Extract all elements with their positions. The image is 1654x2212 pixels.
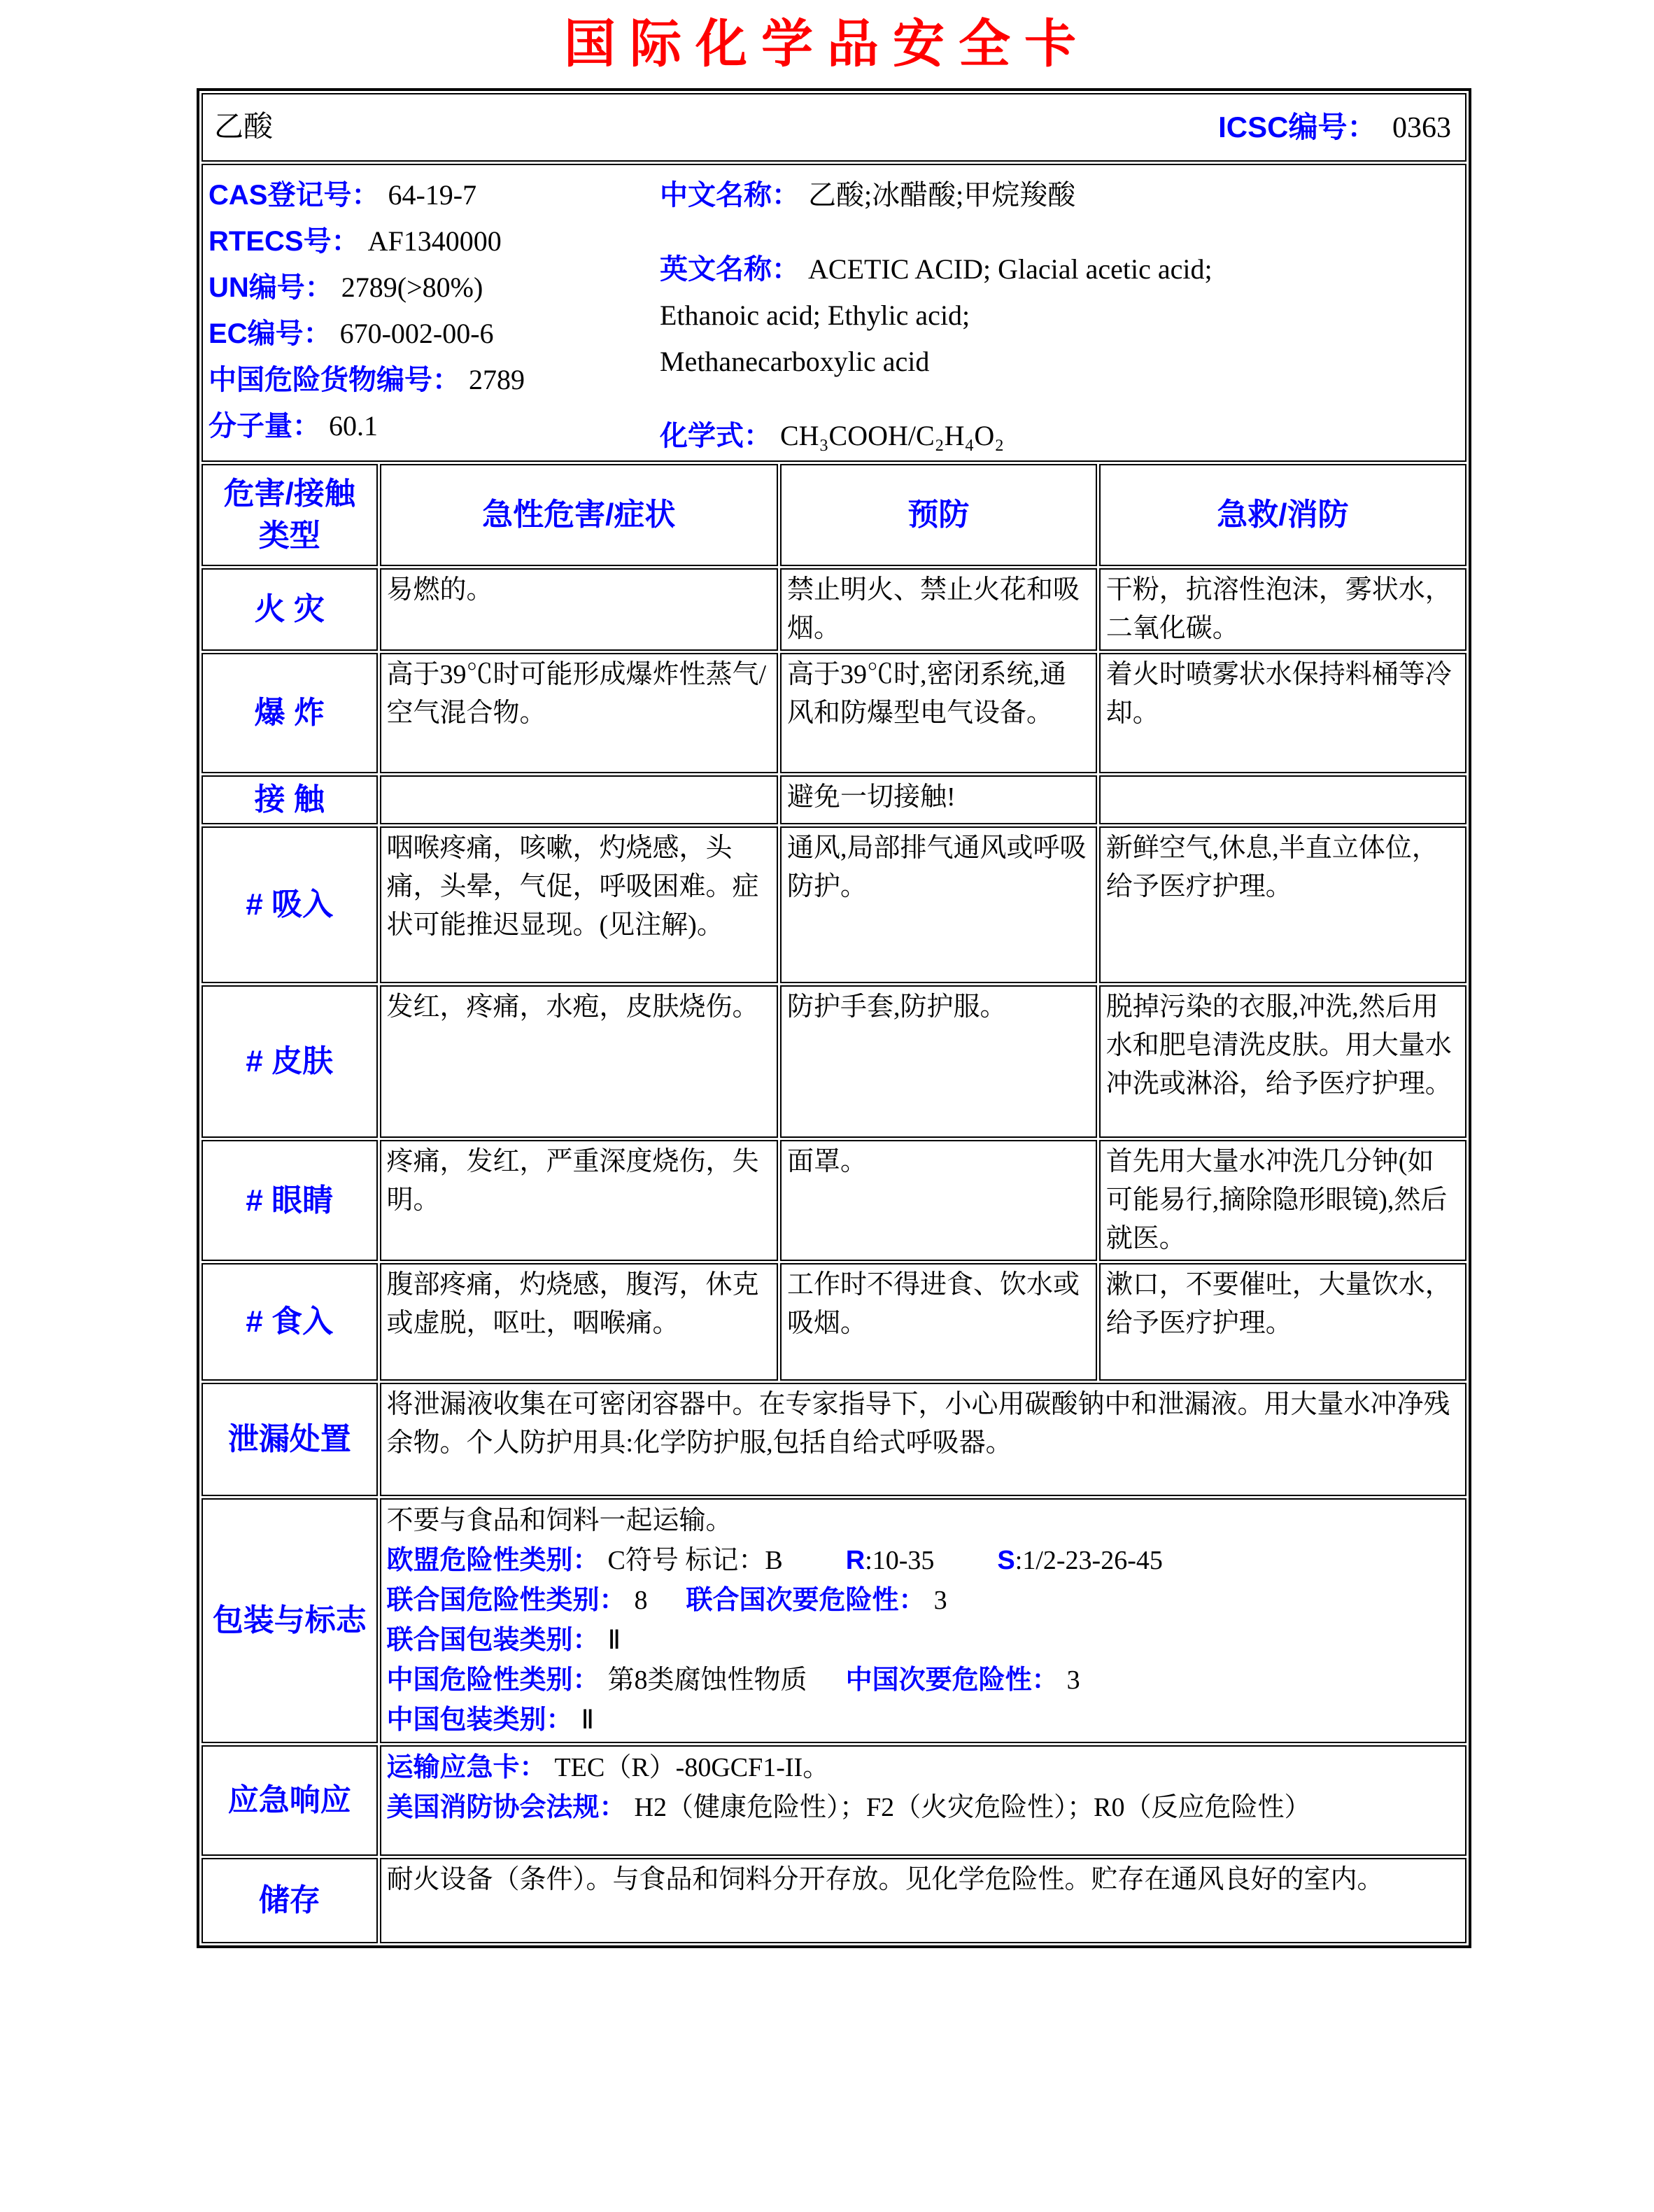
- mol-weight-value: 60.1: [329, 410, 378, 442]
- eu-class-label: 欧盟危险性类别：: [386, 1546, 600, 1575]
- english-name-line3: Methanecarboxylic acid: [660, 346, 930, 377]
- names-block: [660, 172, 1459, 459]
- fire-symptoms-cell: 易燃的。: [380, 568, 778, 651]
- explosion-symptoms-cell: 高于39℃时可能形成爆炸性蒸气/空气混合物。: [380, 653, 778, 773]
- eyes-aid-cell: 首先用大量水冲洗几分钟(如可能易行,摘除隐形眼镜),然后就医。: [1099, 1140, 1466, 1261]
- rtecs-label: RTECS号：: [208, 226, 360, 257]
- eu-class-value: C符号 标记：B: [607, 1546, 783, 1575]
- un-pack-label: 联合国包装类别：: [386, 1626, 600, 1655]
- r-phrase-label: R: [845, 1546, 865, 1575]
- english-name-label: 英文名称：: [660, 254, 800, 285]
- emergency-label: 应急响应: [202, 1745, 378, 1856]
- un-class-value: 8: [634, 1586, 648, 1615]
- english-name-line: [660, 246, 1459, 293]
- header-hazard-type: [202, 464, 378, 566]
- header-first-aid: 急救/消防: [1099, 464, 1466, 566]
- rtecs-value: AF1340000: [367, 225, 502, 257]
- name-bar-cell: [202, 93, 1466, 162]
- explosion-label: 爆 炸: [202, 653, 378, 773]
- row-emergency: [202, 1745, 1466, 1856]
- header-symptoms: 急性危害/症状: [380, 464, 778, 566]
- chinese-name-line: [660, 172, 1459, 218]
- chinese-name-value: 乙酸;冰醋酸;甲烷羧酸: [808, 179, 1076, 211]
- packaging-eu-line: [387, 1541, 1459, 1581]
- row-eyes: [202, 1140, 1466, 1261]
- un-sub-value: 3: [933, 1586, 947, 1615]
- inhalation-prevention-cell: 通风,局部排气通风或呼吸防护。: [780, 826, 1097, 983]
- header-row: [202, 464, 1466, 566]
- icsc-number-label: ICSC编号：: [1218, 110, 1377, 143]
- cas-label: CAS登记号：: [208, 180, 380, 211]
- emergency-tec-line: [387, 1748, 1459, 1788]
- formula-label: 化学式：: [660, 421, 772, 451]
- name-bar: [208, 96, 1459, 159]
- identifiers-wrap: [208, 167, 1459, 459]
- s-phrase-value: :1/2-23-26-45: [1015, 1546, 1163, 1575]
- header-prevention: 预防: [780, 464, 1097, 566]
- explosion-aid-cell: 着火时喷雾状水保持料桶等冷却。: [1099, 653, 1466, 773]
- skin-aid-cell: 脱掉污染的衣服,冲洗,然后用水和肥皂清洗皮肤。用大量水冲洗或淋浴，给予医疗护理。: [1099, 985, 1466, 1138]
- un-pack-value: Ⅱ: [607, 1626, 621, 1655]
- storage-label: 储存: [202, 1858, 378, 1943]
- contact-aid-cell: [1099, 775, 1466, 824]
- packaging-text-cell: [380, 1498, 1466, 1743]
- icsc-card-table: [197, 88, 1471, 1948]
- cn-class-value: 第8类腐蚀性物质: [607, 1665, 807, 1695]
- english-name-line2: Ethanoic acid; Ethylic acid;: [660, 300, 970, 331]
- nfpa-label: 美国消防协会法规：: [386, 1793, 626, 1822]
- skin-symptoms-cell: 发红，疼痛，水疱，皮肤烧伤。: [380, 985, 778, 1138]
- tec-card-value: TEC（R）-80GCF1-II。: [554, 1753, 830, 1782]
- tec-card-label: 运输应急卡：: [386, 1753, 546, 1782]
- row-packaging: [202, 1498, 1466, 1743]
- r-phrase-value: :10-35: [865, 1546, 935, 1575]
- rtecs-number-line: [208, 218, 660, 265]
- contact-symptoms-cell: [380, 775, 778, 824]
- packaging-transport-line: 不要与食品和饲料一起运输。: [386, 1506, 733, 1535]
- inhalation-aid-cell: 新鲜空气,休息,半直立体位，给予医疗护理。: [1099, 826, 1466, 983]
- ingestion-aid-cell: 漱口，不要催吐，大量饮水，给予医疗护理。: [1099, 1263, 1466, 1381]
- row-explosion: [202, 653, 1466, 773]
- china-dg-value: 2789: [469, 364, 525, 395]
- un-number-line: [208, 265, 660, 311]
- cas-value: 64-19-7: [388, 179, 477, 211]
- un-sub-label: 联合国次要危险性：: [686, 1586, 926, 1615]
- s-phrase-label: S: [997, 1546, 1015, 1575]
- chinese-name-label: 中文名称：: [660, 180, 800, 211]
- packaging-cn-pack-line: [387, 1700, 1459, 1740]
- cn-sub-label: 中国次要危险性：: [845, 1665, 1059, 1695]
- nfpa-value: H2（健康危险性）；F2（火灾危险性）；R0（反应危险性）: [634, 1793, 1311, 1822]
- formula-value: CH₃COOH/C₂H₄O₂: [780, 420, 1005, 451]
- name-row: [202, 93, 1466, 162]
- ingestion-prevention-cell: 工作时不得进食、饮水或吸烟。: [780, 1263, 1097, 1381]
- contact-label: 接 触: [202, 775, 378, 824]
- fire-aid-cell: 干粉，抗溶性泡沫，雾状水，二氧化碳。: [1099, 568, 1466, 651]
- emergency-text-cell: [380, 1745, 1466, 1856]
- cn-pack-label: 中国包装类别：: [386, 1705, 573, 1735]
- row-storage: [202, 1858, 1466, 1943]
- ec-number-line: [208, 311, 660, 357]
- packaging-un-line: [387, 1581, 1459, 1621]
- fire-prevention-cell: 禁止明火、禁止火花和吸烟。: [780, 568, 1097, 651]
- mol-weight-line: [208, 403, 660, 449]
- skin-prevention-cell: 防护手套,防护服。: [780, 985, 1097, 1138]
- un-class-label: 联合国危险性类别：: [386, 1586, 626, 1615]
- row-fire: [202, 568, 1466, 651]
- un-label: UN编号：: [208, 272, 333, 303]
- row-spill: [202, 1383, 1466, 1496]
- ec-label: EC编号：: [208, 318, 332, 349]
- un-value: 2789(>80%): [341, 272, 483, 303]
- ingestion-label: # 食入: [202, 1263, 378, 1381]
- china-dg-number-line: [208, 357, 660, 403]
- cas-number-line: [208, 172, 660, 218]
- mol-weight-label: 分子量：: [208, 411, 320, 442]
- cn-sub-value: 3: [1066, 1665, 1080, 1695]
- china-dg-label: 中国危险货物编号：: [208, 365, 460, 395]
- header-hazard-type-line2: 类型: [258, 519, 320, 553]
- eyes-prevention-cell: 面罩。: [780, 1140, 1097, 1261]
- row-contact: [202, 775, 1466, 824]
- identifiers-cell: [202, 164, 1466, 462]
- eyes-symptoms-cell: 疼痛，发红，严重深度烧伤，失明。: [380, 1140, 778, 1261]
- inhalation-symptoms-cell: 咽喉疼痛，咳嗽，灼烧感，头痛，头晕，气促，呼吸困难。症状可能推迟显现。(见注解)。: [380, 826, 778, 983]
- eyes-label: # 眼睛: [202, 1140, 378, 1261]
- ec-value: 670-002-00-6: [339, 318, 494, 349]
- identifiers-row: [202, 164, 1466, 462]
- explosion-prevention-cell: 高于39℃时,密闭系统,通风和防爆型电气设备。: [780, 653, 1097, 773]
- substance-name: 乙酸: [214, 111, 274, 143]
- skin-label: # 皮肤: [202, 985, 378, 1138]
- cn-class-label: 中国危险性类别：: [386, 1665, 600, 1695]
- packaging-cn-line: [387, 1661, 1459, 1700]
- identifier-list: [208, 172, 660, 459]
- icsc-number: [1218, 108, 1451, 148]
- ingestion-symptoms-cell: 腹部疼痛，灼烧感，腹泻，休克或虚脱，呕吐，咽喉痛。: [380, 1263, 778, 1381]
- row-inhalation: [202, 826, 1466, 983]
- english-name-value: ACETIC ACID; Glacial acetic acid;: [808, 253, 1213, 285]
- formula-line: [660, 413, 1459, 459]
- inhalation-label: # 吸入: [202, 826, 378, 983]
- emergency-nfpa-line: [387, 1788, 1459, 1828]
- packaging-label: 包装与标志: [202, 1498, 378, 1743]
- fire-label: 火 灾: [202, 568, 378, 651]
- page-title: 国际化学品安全卡: [564, 15, 1090, 73]
- storage-text-cell: 耐火设备（条件）。与食品和饲料分开存放。见化学危险性。贮存在通风良好的室内。: [380, 1858, 1466, 1943]
- icsc-number-value: 0363: [1392, 111, 1451, 144]
- row-ingestion: [202, 1263, 1466, 1381]
- cn-pack-value: Ⅱ: [581, 1705, 595, 1735]
- row-skin: [202, 985, 1466, 1138]
- contact-prevention-cell: 避免一切接触!: [780, 775, 1097, 824]
- packaging-un-pack-line: [387, 1621, 1459, 1661]
- header-hazard-type-line1: 危害/接触: [223, 477, 355, 511]
- spill-label: 泄漏处置: [202, 1383, 378, 1496]
- spill-text-cell: 将泄漏液收集在可密闭容器中。在专家指导下，小心用碳酸钠中和泄漏液。用大量水冲净残余物。个人防护用具:化学防护服,包括自给式呼吸器。: [380, 1383, 1466, 1496]
